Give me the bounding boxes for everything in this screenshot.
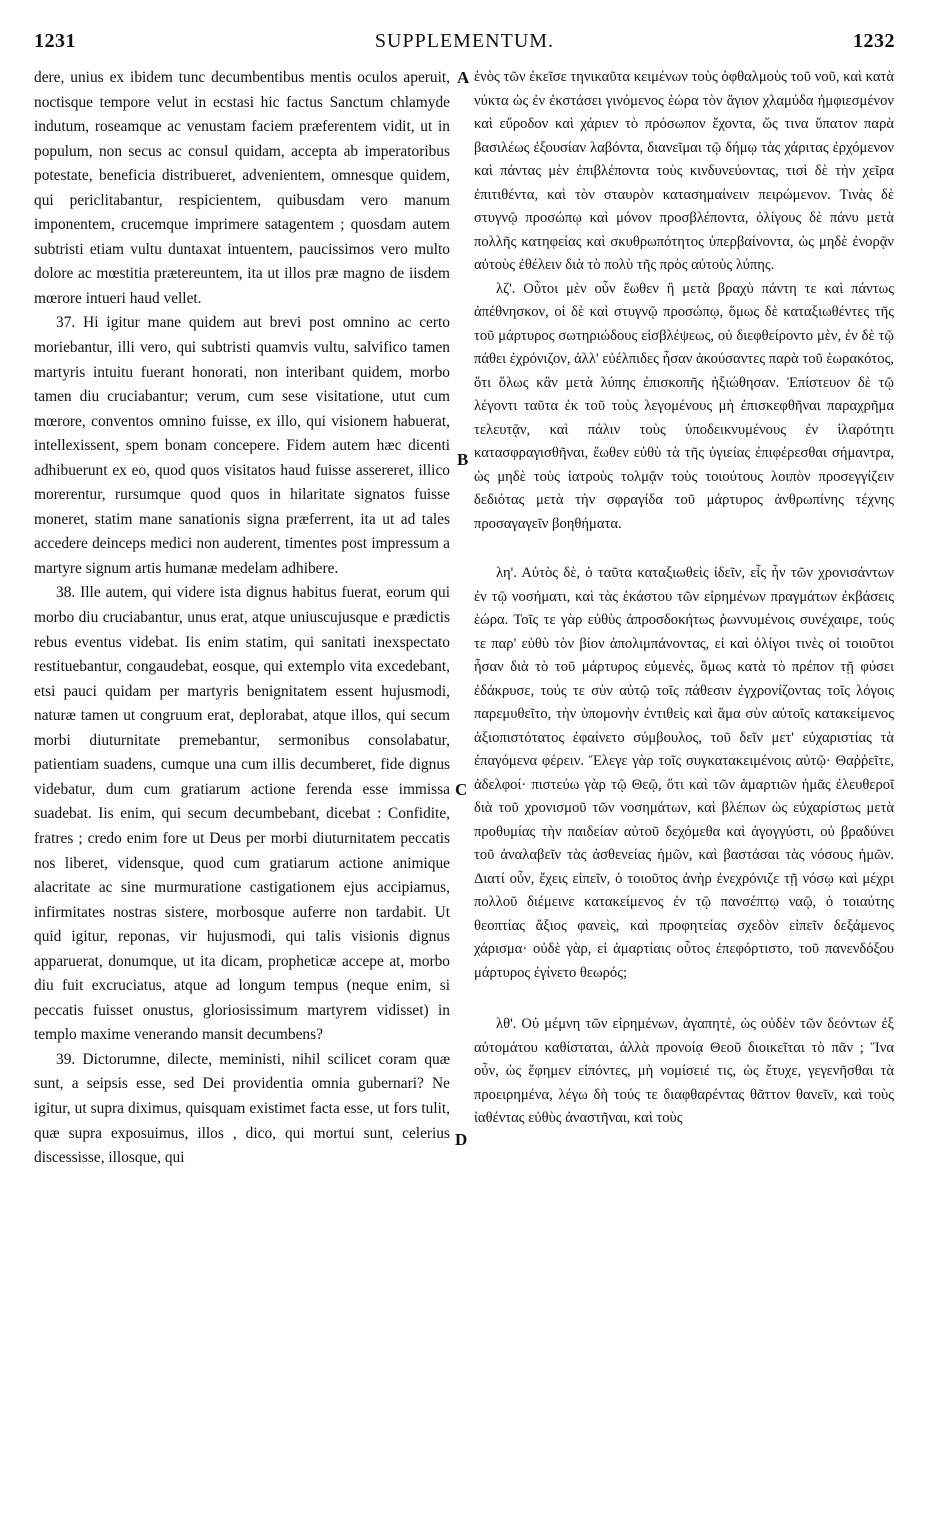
greek-paragraph-37: λζ'. Οὗτοι μὲν οὖν ἕωθεν ἢ μετὰ βραχὺ πάντη τε καὶ πάντως ἀπέθνησκον, οἱ δὲ καὶ στυγνῷ προσώπῳ, ὅμως δὲ καταξιωθέντες τῆς τοῦ μάρτυρος σωτηριώδους εἰσβλέψεως, οὐ διεφθείροντο μὲν, ἐν δὲ τῷ πάθει ἐχρόνιζον, ἀλλ' εὐέλπιδες ἦσαν ἀκούσαντες παρὰ τοῦ ἑωρακότος, ὅτι ὅλως κἂν μετὰ λύπης ἐπισκοπῆς ἠξιώθησαν. Ἐπίστευον δὲ τῷ λέγοντι ταῦτα ἐκ τοῦ τοὺς λεγομένους μὴ ἐπισκεφθῆναι παραχρῆμα τελευτᾷν, καὶ πάλιν τοὺς ὑποδεικνυμένους ἐν ἱλαρότητι κατασφραγισθῆναι, ἕωθεν εὐθὺ τὰ τῆς ὑγιείας ἐπιφέρεσθαι σήμαντρα, ὡς μηδὲ τοὺς ἰατροὺς τολμᾷν τοὺς τοιούτους λοιπὸν προσεγγίζειν δεδιότας μετὰ τὴν σφραγίδα τοῦ μάρτυρος ἀνθρωπίνης τέχνης προσαγαγεῖν βοηθήματα. — [474, 280, 894, 532]
latin-paragraph-38: 38. Ille autem, qui videre ista dignus habitus fuerat, eorum qui morbo diu cruciabantur, unus erat, atque uniuscujusque e prædictis rebus eventus videbat. Iis enim statim, qui sanitati inexspectato restituebantur, congaudebat, eosque, qui extemplo vita excedebant, etsi pauci quidam per martyris benignitatem essent hujusmodi, naturæ tamen ut congruum erat, deplorabat, atque illos, qui secum morbi diuturnitate premebantur, sermonibus consolabatur, patientiam suadens, cumque una cum illis decumberet, fide dignus videbatur, dum cum gratiarum actione ferenda esse immissa suadebat. Iis enim, qui secum decumbebant, dicebat : Confidite, fratres ; credo enim fore ut Deus per morbi diuturnitatem peccatis nos liberet, vidensque, quod cum gratiarum actione animique alacritate ac sine murmuratione castigationem ejus accipiamus, infirmitates nostras sistere, morbosque auferre non tardabit. Ut quid igitur, reponas, vir hujusmodi, qui talis visionis dignus apparuerat, donumque, ut ita dicam, propheticæ accepe at, morbo diu fuit excruciatus, atque ad longum tempus (neque enim, si peccatis fuisset onustus, gloriosissimum martyrem vidisset) in templo maxime venerando mansit decumbens? — [34, 584, 450, 1044]
latin-paragraph-37: 37. Hi igitur mane quidem aut brevi post omnino ac certo moriebantur, illi vero, qui subtristi quamvis vultu, salvifico tamen martyris intuitu fuerant honorati, non interibant quidem, morbo tamen diu cruciabantur; verum, cum sese visitatione, utut cum mœrore, conventos omnino fuisse, ex illo, qui visionem habuerat, intellexissent, spem bonam concepere. Fidem autem hæc dicenti adhibuerunt ex eo, quod quos visitatos haud fuisse assereret, illico morerentur, rursumque quod quos in hilaritate signatos fuisse moneret, statim mane sanationis signa præferrent, ita ut ad tales accedere deinceps medici non auderent, timentes post impressum a martyre signum artis humanæ medelam adhibere. — [34, 314, 450, 577]
greek-paragraph-39: λθ'. Οὐ μέμνη τῶν εἰρημένων, ἀγαπητὲ, ὡς οὐδὲν τῶν δεόντων ἐξ αὐτομάτου καθίσταται, ἀλλὰ προνοίᾳ Θεοῦ διοικεῖται τὸ πᾶν ; Ἵνα οὖν, ὡς ἔφημεν εἰπόντες, μὴ νομίσειέ τις, ὡς ἔτυχε, γεγενῆσθαι τὰ προειρημένα, λέγω δὴ τούς τε διαφθαρέντας θᾶττον θανεῖν, καὶ τοὺς ἰαθέντας εὐθὺς ἀναστῆναι, καὶ τοὺς — [474, 1016, 894, 1126]
latin-column — [34, 66, 450, 1171]
page-header — [34, 30, 895, 60]
margin-marker-b: B — [457, 450, 469, 469]
page-number-left: 1231 — [34, 30, 76, 52]
margin-marker-c: C — [455, 780, 468, 799]
margin-marker-a: A — [457, 68, 470, 87]
latin-paragraph-39: 39. Dictorumne, dilecte, meministi, nihil scilicet coram quæ sunt, a seipsis esse, sed Dei providentia omnia gubernari? Ne igitur, ut supra diximus, quisquam existimet facta esse, ut fors tulit, quæ supra exposuimus, illos , dico, qui mortui sunt, celerius discessisse, illosque, qui — [34, 1050, 450, 1167]
latin-paragraph-36-end: dere, unius ex ibidem tunc decumbentibus mentis oculos aperuit, noctisque tempore velut in ecstasi hic factus Sanctum chlamyde indutum, roseamque ac venustam faciem præferentem vidit, ut in populum, non secus ac consul quidam, accepta ab imperatoribus potestate, beneficia distribueret, advenientem, omnesque quidem, qui periclitabantur, respicientem, quibusdam vero manum imponentem, crucemque imprimere satagentem ; quosdam autem subtristi etiam vultu duntaxat intuentem, paucissimos vero multo dolore ac mœstitia prætereuntem, ita ut illos præ magno de iisdem mœrore intueri haud vellet. — [34, 69, 450, 307]
running-title: SUPPLEMENTUM. — [374, 30, 555, 52]
greek-paragraph-36-end: ἑνὸς τῶν ἐκεῖσε τηνικαῦτα κειμένων τοὺς ὀφθαλμοὺς τοῦ νοῦ, καὶ κατὰ νύκτα ὡς ἐν ἐκστάσει γινόμενος ἑώρα τὸν ἅγιον χλαμύδα ἠμφιεσμένον καὶ εὔροδον καὶ χάριεν τὸ πρόσωπον ἔχοντα, ὥς τινα ὕπατον παρὰ βασιλέως ἐξουσίαν λαβόντα, διανεῖμαι τῷ δήμῳ τὰς χάριτας ἐρχόμενον καὶ πάντας μὲν ἐπιβλέποντα τοὺς κινδυνεύοντας, τισὶ δὲ τὴν χεῖρα ἐπιτιθέντα, καὶ τὸν σταυρὸν κατασημαίνειν πειρώμενον. Τινὰς δὲ στυγνῷ προσώπῳ καὶ μόνον προσβλέποντα, ὀλίγους δὲ πάνυ μετὰ πολλῆς κατηφείας καὶ σκυθρωπότητος ὑπερβαίνοντα, ὡς μηδὲ ἐνορᾷν αὐτοὺς ἐθέλειν διὰ τὸ πολὺ τῆς πρὸς αὐτοὺς λύπης. — [474, 69, 894, 273]
greek-paragraph-38: λη'. Αὐτὸς δὲ, ὁ ταῦτα καταξιωθεὶς ἰδεῖν, εἷς ἦν τῶν χρονισάντων ἐν τῷ νοσήματι, καὶ τὰς ἑκάστου τῶν εἰρημένων πραγμάτων ἐκβάσεις ἑώρα. Τοῖς τε γὰρ εὐθὺς ἀπροσδοκήτως ῥωννυμένοις συνέχαιρε, τούς τε παρ' εὐθὺ τὸν βίον ἀπολιμπάνοντας, εἰ καὶ ὀλίγοι τινὲς οἱ τοιοῦτοι ἦσαν διὰ τὸ τοῦ μάρτυρος εὐμενὲς, ὅμως κατὰ τὸ πρέπον τῇ φύσει ἐδάκρυσε, τούς τε σὺν αὐτῷ τοῖς πάθεσιν ἐγχρονίζοντας τοῖς λόγοις παρεμυθεῖτο, τὴν ὑπομονὴν ἐντιθεὶς καὶ ἅμα σὺν αὐτοῖς κατακείμενος ἀξιοπιστότατος ἐφαίνετο σύμβουλος, τοῦ δεῖν μετ' εὐχαριστίας τὰ ἐπαγόμενα φέρειν. Ἔλεγε γὰρ τοῖς συγκατακειμένοις αὐτῷ· Θαῤῥεῖτε, ἀδελφοί· πιστεύω γὰρ τῷ Θεῷ, ὅτι καὶ τῶν ἁμαρτιῶν ἡμᾶς ἐλευθεροῖ διὰ τοῦ χρονισμοῦ τῶν νοσημάτων, καὶ βλέπων ὡς εὐχαρίστως μετὰ προθυμίας τὴν παιδείαν αὐτοῦ δεχόμεθα καὶ ἀγογγύστι, οὐ βραδύνει τοῦ ἀναλαβεῖν τὰς ἀσθενείας ἡμῶν, καὶ βαστάσαι τὰς νόσους ἡμῶν. Διατί οὖν, ἔχεις εἰπεῖν, ὁ τοιοῦτος ἀνὴρ ἐνεχρόνιζε τῇ νόσῳ καὶ μέχρι πολλοῦ διέμεινε κατακείμενος ἐν τῷ πανσέπτῳ ναῷ, ὁ τοιαύτης θεοπτίας ἄξιος φανεὶς, καὶ προφητείας σχεδὸν εἰπεῖν δεξάμενος χάρισμα· οὐδὲ γὰρ, εἰ ἁμαρτίαις οὗτος ἐπεφόρτιστο, τοῦ πανενδόξου μάρτυρος ἐγίνετο θεωρός; — [474, 565, 894, 981]
greek-column — [474, 66, 894, 1131]
page-number-right: 1232 — [853, 30, 895, 52]
margin-marker-d: D — [455, 1130, 468, 1149]
